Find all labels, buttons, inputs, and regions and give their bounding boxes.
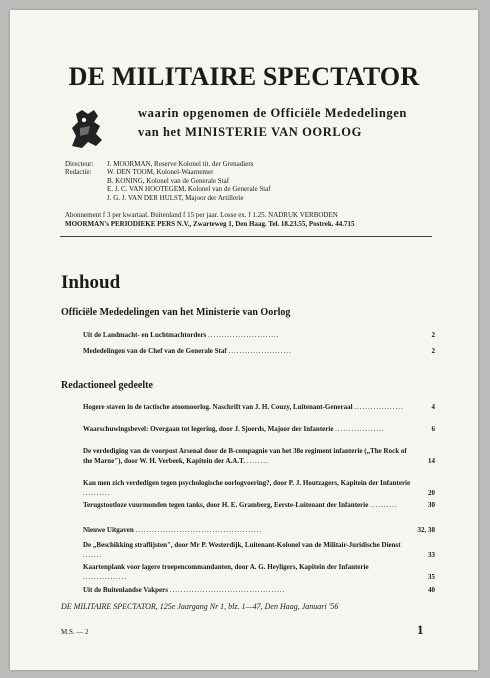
document-page	[10, 10, 478, 670]
toc-page-number: 2	[431, 347, 435, 355]
redactie-member: J. G. J. VAN DER HULST, Majoor der Artillerie	[107, 193, 244, 202]
toc-page-number: 35	[428, 572, 435, 581]
page-number: 1	[417, 622, 424, 637]
citation-line: DE MILITAIRE SPECTATOR, 125e Jaargang Nr 1, blz. 1—47, Den Haag, Januari '56	[61, 602, 339, 611]
toc-entry: Hogere staven in de tactische atoomoorlog. Naschrift van J. H. Couzy, Luitenant-Generaal .................. 4	[83, 403, 435, 411]
divider	[60, 236, 432, 237]
toc-entry: Waarschuwingsbevel: Overgaan tot legering, door J. Sjoerds, Majoor der Infanterie .................. 6	[83, 425, 435, 433]
contents-heading: Inhoud	[61, 272, 121, 293]
toc-entry: Kan men zich verdedigen tegen psychologische oorlogvoering?, door P. J. Houtzagers, Kapitein der Infanterie .......... 20	[83, 479, 435, 497]
toc-page-number: 4	[431, 403, 435, 411]
toc-page-number: 32, 38	[417, 526, 435, 534]
redactie-label: Redactie:	[65, 168, 92, 177]
subscription-info	[65, 211, 455, 229]
toc-entry: De verdediging van de voorpost Arsenal door de B-compagnie van het 38e regiment infanterie („The Rock of the Marne"), door W. H. Verbeek, Kapitein der A.A.T. ........ 14	[83, 447, 435, 465]
toc-page-number: 6	[431, 425, 435, 433]
toc-entry: Mededelingen van de Chef van de Generale Staf ....................... 2	[83, 347, 435, 355]
toc-entry: De „Beschikking straflijsten", door Mr P. Westerdijk, Luitenant-Kolonel van de Militair-Juridische Dienst ....... 33	[83, 541, 435, 559]
staff-block	[65, 160, 445, 202]
toc-entry: Uit de Buitenlandse Vakpers .......................................... 40	[83, 586, 435, 594]
subtitle-line-2: van het MINISTERIE VAN OORLOG	[138, 125, 362, 139]
toc-page-number: 20	[428, 488, 435, 497]
lion-crest-icon	[66, 106, 106, 150]
subtitle-line-1: waarin opgenomen de Officiële Mededelingen	[138, 106, 407, 120]
redactie-member: B. KONING, Kolonel van de Generale Staf	[107, 176, 230, 185]
section-title-official: Officiële Mededelingen van het Ministerie van Oorlog	[61, 307, 291, 318]
section-title-editorial: Redactioneel gedeelte	[61, 380, 153, 391]
journal-title: DE MILITAIRE SPECTATOR	[68, 62, 420, 91]
toc-entry: Terugstootloze vuurmonden tegen tanks, door H. E. Gramberg, Eerste-Luitenant der Infanterie .......... 30	[83, 501, 435, 509]
toc-entry: Nieuwe Uitgaven .............................................. 32, 38	[83, 526, 435, 534]
directeur-label: Directeur:	[65, 160, 94, 168]
ms-marker: M.S. — 2	[61, 628, 89, 636]
toc-entry: Kaartenplank voor lagere troepencommandanten, door A. G. Heyligers, Kapitein der Infanterie ................ 35	[83, 563, 435, 581]
redactie-member: E. J. C. VAN HOOTEGEM, Kolonel van de Generale Staf	[107, 185, 271, 194]
toc-page-number: 14	[428, 456, 435, 465]
toc-page-number: 40	[428, 586, 435, 594]
publisher-line: MOORMAN's PERIODIEKE PERS N.V., Zwarteweg 1, Den Haag. Tel. 18.23.55, Postrek. 44.715	[65, 220, 355, 228]
subscription-line: Abonnement f 3 per kwartaal. Buitenland f 15 per jaar. Losse ex. f 1.25. NADRUK VERBODEN	[65, 211, 338, 219]
directeur-name: J. MOORMAN, Reserve Kolonel tit. der Grenadiers	[107, 160, 254, 168]
toc-page-number: 2	[431, 331, 435, 339]
toc-page-number: 33	[428, 550, 435, 559]
redactie-member: W. DEN TOOM, Kolonel-Waarnemer	[107, 168, 214, 177]
toc-entry: Uit de Landmacht- en Luchtmachtorders .......................... 2	[83, 331, 435, 339]
toc-page-number: 30	[428, 501, 435, 509]
